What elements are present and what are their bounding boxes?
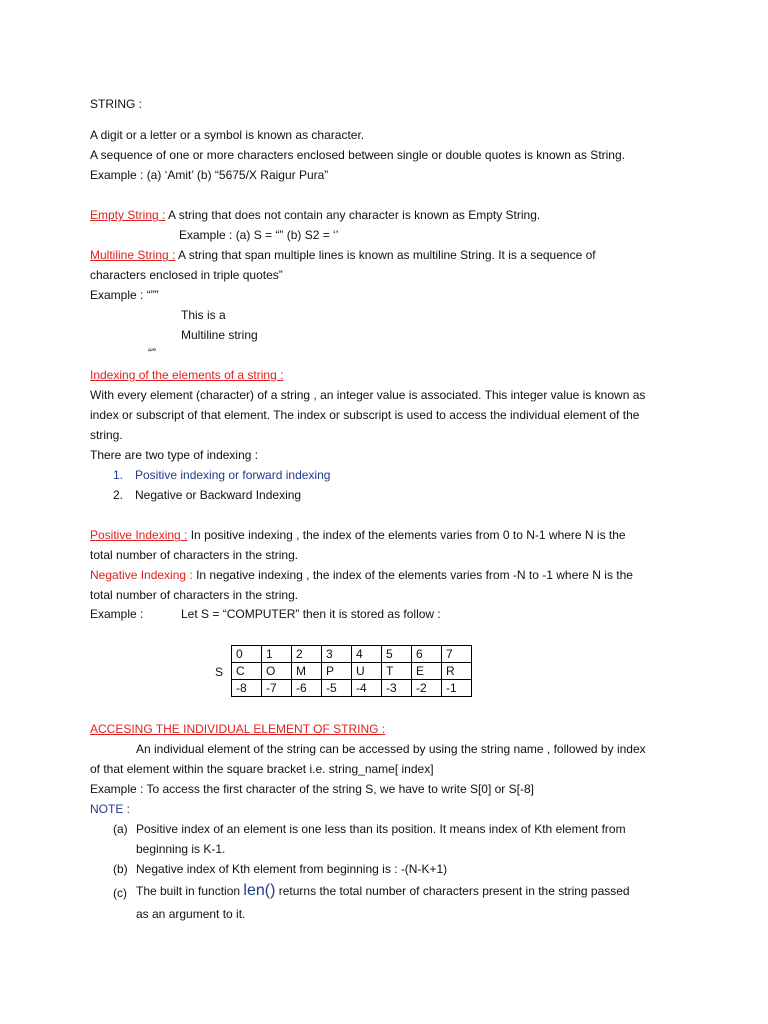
note-a-marker: (a) [113,822,128,836]
positive-indexing-text: In positive indexing , the index of the elements varies from 0 to N-1 where N is the [187,528,626,542]
positive-index-cell: 6 [412,646,442,663]
example-label: Example : [90,607,144,621]
string-variable-label: S [215,665,224,679]
character-cell: R [442,663,472,680]
indexing-type-1 [113,467,330,483]
character-cell: O [262,663,292,680]
indexing-para-2: index or subscript of that element. The index or subscript is used to access the individual element of the [90,408,640,422]
positive-index-cell: 2 [292,646,322,663]
positive-indexing-text-2: total number of characters in the string. [90,548,299,562]
note-c-text [136,883,630,899]
empty-string-para [90,207,540,223]
empty-string-example: Example : (a) S = “” (b) S2 = ‘’ [179,228,339,242]
positive-indexing-para [90,527,626,543]
negative-indexing-text: In negative indexing , the index of the elements varies from -N to -1 where N is the [192,568,633,582]
negative-index-cell: -7 [262,680,292,697]
indexing-type-2 [113,487,301,503]
string-definition: A sequence of one or more characters enclosed between single or double quotes is known as String. [90,148,625,162]
multiline-example: Example : “”” [90,288,159,302]
accessing-example: Example : To access the first character of the string S, we have to write S[0] or S[-8] [90,782,534,796]
negative-index-cell: -2 [412,680,442,697]
negative-index-cell: -4 [352,680,382,697]
character-cell: T [382,663,412,680]
note-c-suffix: returns the total number of characters present in the string passed [275,884,630,898]
accessing-para-1: An individual element of the string can be accessed by using the string name , followed by index [136,742,646,756]
negative-indexing-text-2: total number of characters in the string. [90,588,299,602]
char-definition: A digit or a letter or a symbol is known as character. [90,128,365,142]
character-cell: P [322,663,352,680]
positive-index-cell: 4 [352,646,382,663]
character-cell: C [232,663,262,680]
note-c-marker: (c) [113,886,127,900]
negative-index-cell: -8 [232,680,262,697]
note-c-prefix: The built in function [136,884,244,898]
multiline-example-line-1: This is a [181,308,226,322]
note-a-text-2: beginning is K-1. [136,842,226,856]
positive-index-cell: 5 [382,646,412,663]
positive-index-cell: 3 [322,646,352,663]
negative-index-cell: -1 [442,680,472,697]
index-table [231,645,472,697]
multiline-string-text: A string that span multiple lines is known as multiline String. It is a sequence of [175,248,596,262]
accessing-para-2: of that element within the square bracket i.e. string_name[ index] [90,762,434,776]
note-b-marker: (b) [113,862,128,876]
list-number: 2. [113,488,124,502]
positive-indexing-label: Positive Indexing : [90,528,188,542]
negative-indexing-para [90,567,633,583]
character-cell: M [292,663,322,680]
multiline-string-text-2: characters enclosed in triple quotes” [90,268,283,282]
list-item-label: Positive indexing or forward indexing [135,468,331,482]
example-text: Let S = “COMPUTER” then it is stored as follow : [181,607,441,621]
page-title: STRING : [90,97,143,111]
negative-index-cell: -6 [292,680,322,697]
note-b-text: Negative index of Kth element from beginning is : -(N-K+1) [136,862,448,876]
positive-index-cell: 7 [442,646,472,663]
multiline-string-para [90,247,596,263]
empty-string-label: Empty String : [90,208,166,222]
multiline-example-line-2: Multiline string [181,328,258,342]
list-item-label: Negative or Backward Indexing [135,488,302,502]
positive-index-cell: 0 [232,646,262,663]
len-function: len() [243,882,276,899]
negative-index-cell: -3 [382,680,412,697]
negative-indexing-label: Negative Indexing : [90,568,193,582]
string-example: Example : (a) ‘Amit’ (b) “5675/X Raigur Pura” [90,168,329,182]
positive-index-cell: 1 [262,646,292,663]
character-cell: E [412,663,442,680]
multiline-example-closing: “” [148,346,156,360]
accessing-heading: ACCESING THE INDIVIDUAL ELEMENT OF STRING : [90,722,386,736]
indexing-para-1: With every element (character) of a string , an integer value is associated. This integer value is known as [90,388,646,402]
character-row [232,663,472,680]
note-a-text: Positive index of an element is one less than its position. It means index of Kth element from [136,822,626,836]
indexing-heading: Indexing of the elements of a string : [90,368,284,382]
positive-index-row [232,646,472,663]
note-heading: NOTE : [90,802,131,816]
negative-index-row [232,680,472,697]
multiline-string-label: Multiline String : [90,248,176,262]
list-number: 1. [113,468,124,482]
note-c-text-2: as an argument to it. [136,907,246,921]
character-cell: U [352,663,382,680]
negative-index-cell: -5 [322,680,352,697]
indexing-types-intro: There are two type of indexing : [90,448,259,462]
indexing-para-3: string. [90,428,123,442]
empty-string-text: A string that does not contain any character is known as Empty String. [165,208,541,222]
